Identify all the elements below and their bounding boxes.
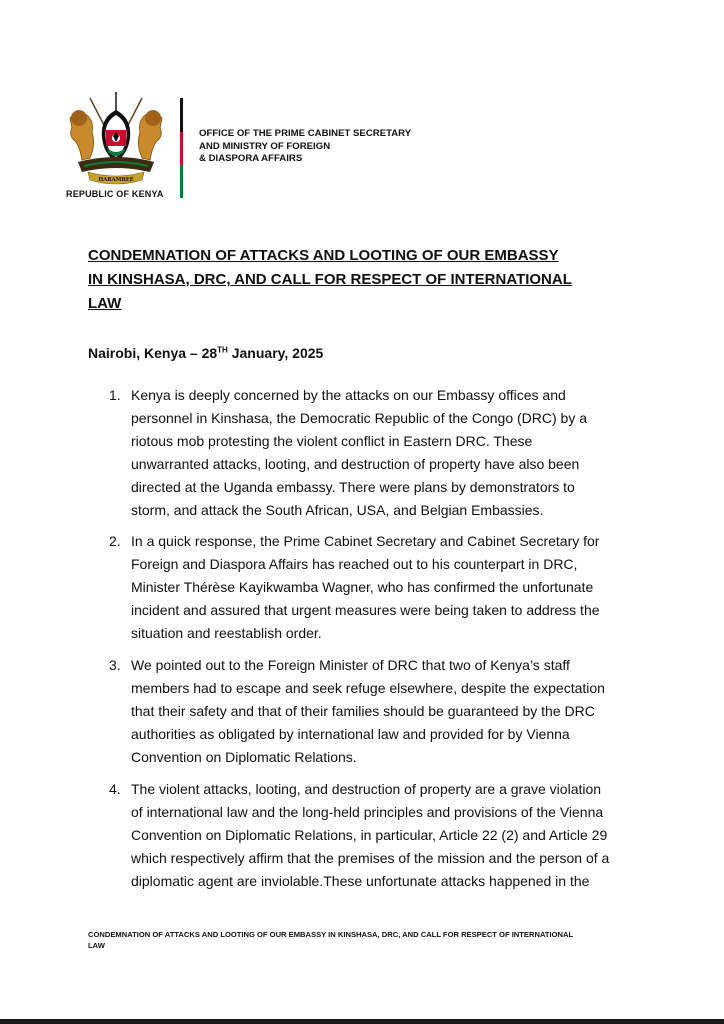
footer-line: LAW: [88, 940, 105, 950]
page-footer: [88, 930, 648, 951]
item-line: members had to escape and seek refuge elsewhere, despite the expectation: [131, 680, 605, 696]
item-number: 1.: [109, 387, 121, 403]
dateline-sup: TH: [217, 345, 228, 355]
office-heading: [199, 128, 411, 166]
item-line: Convention on Diplomatic Relations.: [131, 749, 357, 765]
item-line: which respectively affirm that the premises of the mission and the person of a: [131, 850, 610, 866]
dateline-prefix: Nairobi, Kenya – 28: [88, 345, 218, 361]
flag-bar-red: [180, 132, 183, 165]
flag-bar-green: [180, 165, 183, 198]
item-line: that their safety and that of their families should be guaranteed by the DRC: [131, 703, 595, 719]
item-line: riotous mob protesting the violent conflict in Eastern DRC. These: [131, 433, 533, 449]
item-number: 2.: [109, 533, 121, 549]
item-line: Foreign and Diaspora Affairs has reached out to his counterpart in DRC,: [131, 556, 578, 572]
bottom-edge-bar: [0, 1019, 724, 1024]
item-line: of international law and the long-held principles and provisions of the Vienna: [131, 804, 604, 820]
item-line: The violent attacks, looting, and destruction of property are a grave violation: [131, 781, 602, 797]
item-line: We pointed out to the Foreign Minister of DRC that two of Kenya’s staff: [131, 657, 570, 673]
republic-label: REPUBLIC OF KENYA: [66, 189, 164, 199]
title-line: IN KINSHASA, DRC, AND CALL FOR RESPECT OF INTERNATIONAL: [88, 271, 572, 288]
coat-of-arms-logo: [60, 88, 172, 188]
item-line: unwarranted attacks, looting, and destruction of property have also been: [131, 456, 580, 472]
flag-color-bar: [180, 98, 183, 198]
item-line: Minister Thérèse Kayikwamba Wagner, who has confirmed the unfortunate: [131, 579, 594, 595]
item-line: situation and reestablish order.: [131, 625, 322, 641]
footer-line: CONDEMNATION OF ATTACKS AND LOOTING OF OUR EMBASSY IN KINSHASA, DRC, AND CALL FOR RESPECT OF INTERNATIONAL: [88, 930, 574, 939]
item-number: 3.: [109, 657, 121, 673]
flag-bar-black: [180, 98, 183, 132]
document-title: [88, 244, 638, 316]
crest-motto: HARAMBEE: [98, 177, 134, 183]
dateline: [88, 345, 323, 361]
item-line: directed at the Uganda embassy. There were plans by demonstrators to: [131, 479, 575, 495]
item-line: Convention on Diplomatic Relations, in particular, Article 22 (2) and Article 29: [131, 827, 608, 843]
item-line: diplomatic agent are inviolable.These unfortunate attacks happened in the: [131, 873, 590, 889]
item-line: storm, and attack the South African, USA, and Belgian Embassies.: [131, 502, 544, 518]
title-line: CONDEMNATION OF ATTACKS AND LOOTING OF OUR EMBASSY: [88, 247, 559, 264]
item-line: personnel in Kinshasa, the Democratic Republic of the Congo (DRC) by a: [131, 410, 588, 426]
office-line: & DIASPORA AFFAIRS: [199, 153, 303, 164]
office-line: OFFICE OF THE PRIME CABINET SECRETARY: [199, 128, 412, 139]
item-line: Kenya is deeply concerned by the attacks on our Embassy offices and: [131, 387, 566, 403]
item-number: 4.: [109, 781, 121, 797]
item-line: In a quick response, the Prime Cabinet Secretary and Cabinet Secretary for: [131, 533, 600, 549]
title-line: LAW: [88, 295, 122, 312]
dateline-suffix: January, 2025: [227, 345, 324, 361]
item-line: authorities as obligated by international law and provided for by Vienna: [131, 726, 570, 742]
office-line: AND MINISTRY OF FOREIGN: [199, 140, 331, 152]
item-line: incident and assured that urgent measures were being taken to address the: [131, 602, 600, 618]
